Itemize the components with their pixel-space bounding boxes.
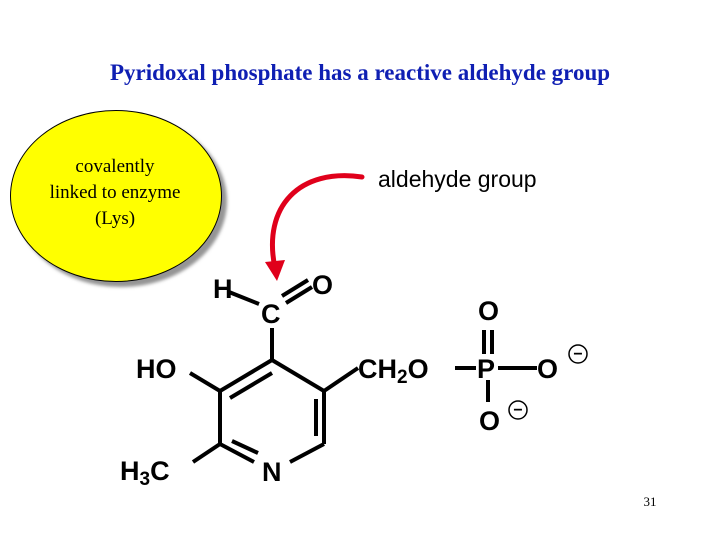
atom-c-aldehyde: C xyxy=(261,299,281,329)
atom-ho: HO xyxy=(136,354,177,384)
atom-o-right: O xyxy=(537,354,559,384)
negative-charge-right xyxy=(569,345,587,363)
slide-title: Pyridoxal phosphate has a reactive aldehyde group xyxy=(109,60,611,85)
aldehyde-arrow xyxy=(272,176,362,268)
atom-o-top: O xyxy=(478,296,500,326)
atom-p: P xyxy=(477,354,496,384)
callout-line-1: covalently xyxy=(75,156,155,177)
aldehyde-arrowhead xyxy=(265,260,285,281)
svg-text:−: − xyxy=(573,346,583,363)
atom-o-aldehyde: O xyxy=(312,270,334,300)
atom-o-bottom: O xyxy=(479,406,501,436)
atom-h3c: H3C xyxy=(120,456,170,490)
atom-h: H xyxy=(213,274,233,304)
svg-text:−: − xyxy=(513,402,523,419)
aldehyde-group-label: aldehyde group xyxy=(378,166,537,192)
atom-ch2: CH2O xyxy=(358,354,429,388)
negative-charge-bottom xyxy=(509,401,527,419)
callout-line-2: linked to enzyme xyxy=(49,182,181,203)
callout-line-3: (Lys) xyxy=(94,208,136,229)
atom-n: N xyxy=(262,457,282,487)
page-number: 31 xyxy=(643,494,657,509)
